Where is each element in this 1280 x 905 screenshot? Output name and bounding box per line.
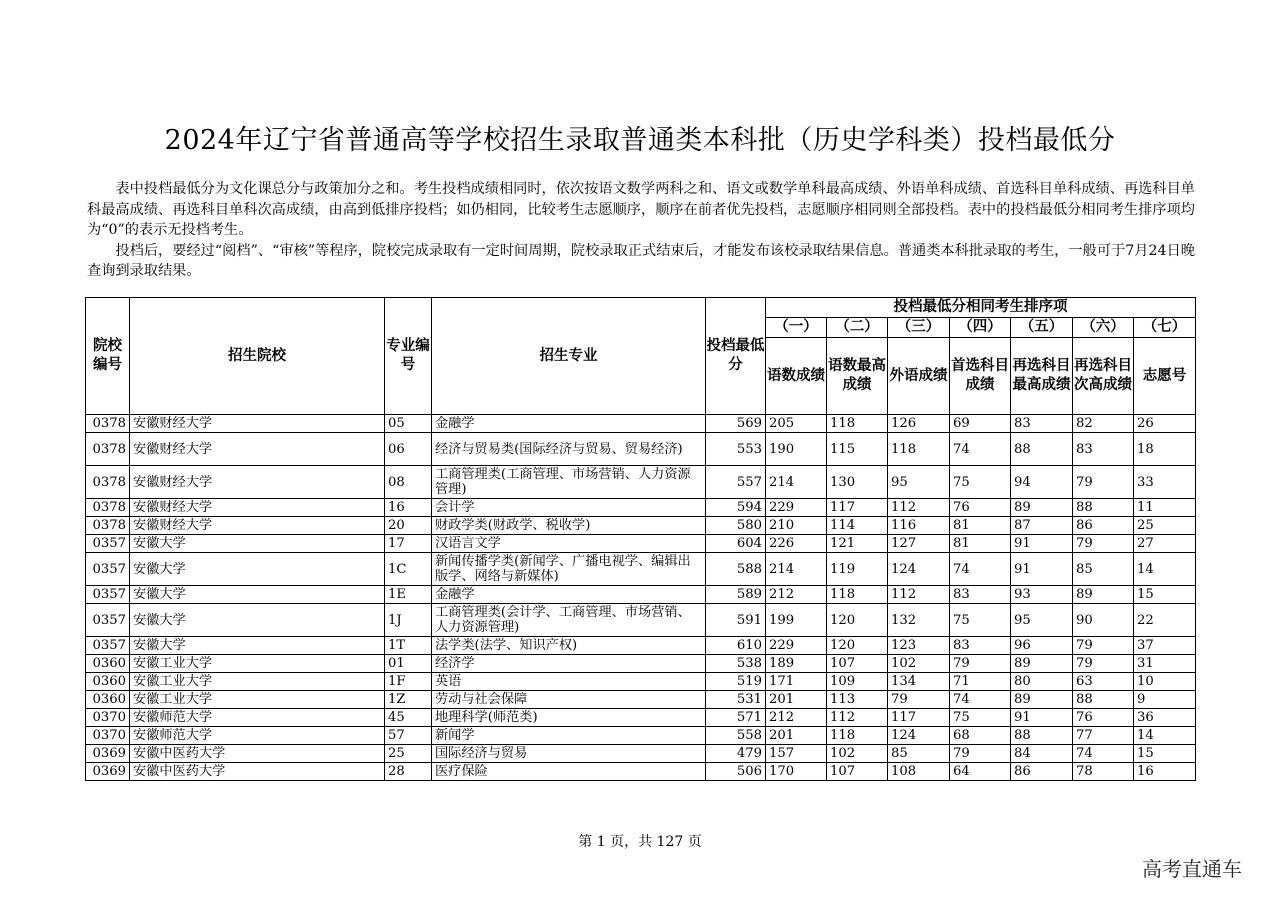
rank-item-cell: 84: [1011, 745, 1073, 763]
rank-item-cell: 118: [827, 415, 888, 433]
rank-item-cell: 123: [888, 637, 950, 655]
rank-item-cell: 112: [827, 709, 888, 727]
table-row: [86, 655, 1196, 673]
major-name-cell: 经济学: [432, 655, 706, 673]
rank-item-cell: 83: [950, 586, 1011, 604]
rank-item-cell: 89: [1011, 655, 1073, 673]
rank-item-cell: 116: [888, 517, 950, 535]
rank-item-cell: 79: [950, 655, 1011, 673]
rank-item-cell: 112: [888, 586, 950, 604]
header-major-code: 专业编号: [385, 298, 432, 415]
school-name-cell: 安徽大学: [130, 553, 385, 586]
school-name-cell: 安徽师范大学: [130, 727, 385, 745]
header-sub: 再选科目次高成绩: [1073, 338, 1134, 415]
major-name-cell: 国际经济与贸易: [432, 745, 706, 763]
rank-item-cell: 95: [888, 466, 950, 499]
school-name-cell: 安徽大学: [130, 586, 385, 604]
major-code-cell: 16: [385, 499, 432, 517]
school-name-cell: 安徽大学: [130, 604, 385, 637]
major-code-cell: 08: [385, 466, 432, 499]
major-code-cell: 28: [385, 763, 432, 781]
header-group: 投档最低分相同考生排序项: [766, 298, 1196, 318]
major-code-cell: 1E: [385, 586, 432, 604]
min-score-cell: 553: [706, 433, 766, 466]
school-code-cell: 0360: [86, 691, 130, 709]
rank-item-cell: 115: [827, 433, 888, 466]
school-code-cell: 0369: [86, 763, 130, 781]
rank-item-cell: 190: [766, 433, 827, 466]
major-name-cell: 新闻学: [432, 727, 706, 745]
table-row: [86, 604, 1196, 637]
rank-item-cell: 89: [1073, 586, 1134, 604]
table-row: [86, 763, 1196, 781]
rank-item-cell: 88: [1073, 499, 1134, 517]
rank-item-cell: 87: [1011, 517, 1073, 535]
rank-item-cell: 118: [827, 727, 888, 745]
note-paragraph-1: 表中投档最低分为文化课总分与政策加分之和。考生投档成绩相同时，依次按语文数学两科之和、语文或数学单科最高成绩、外语单科成绩、首选科目单科成绩、再选科目单科最高成绩、再选科目单科次高成绩，由高到低排序投档；如仍相同，比较考生志愿顺序，顺序在前者优先投档，志愿顺序相同则全部投档。表中的投档最低分相同考生排序项均为“0”的表示无投档考生。: [87, 181, 1195, 238]
table-body: [86, 415, 1196, 781]
major-name-cell: 经济与贸易类(国际经济与贸易、贸易经济): [432, 433, 706, 466]
min-score-cell: 571: [706, 709, 766, 727]
page-title: 2024年辽宁省普通高等学校招生录取普通类本科批（历史学科类）投档最低分: [164, 125, 1116, 156]
header-sub: 首选科目成绩: [950, 338, 1011, 415]
rank-item-cell: 78: [1073, 763, 1134, 781]
rank-item-cell: 85: [888, 745, 950, 763]
rank-item-cell: 83: [1011, 415, 1073, 433]
major-code-cell: 25: [385, 745, 432, 763]
table-row: [86, 673, 1196, 691]
school-code-cell: 0357: [86, 553, 130, 586]
school-code-cell: 0378: [86, 466, 130, 499]
rank-item-cell: 102: [888, 655, 950, 673]
school-code-cell: 0357: [86, 586, 130, 604]
rank-item-cell: 64: [950, 763, 1011, 781]
min-score-cell: 610: [706, 637, 766, 655]
table-row: [86, 553, 1196, 586]
school-name-cell: 安徽财经大学: [130, 466, 385, 499]
major-name-cell: 工商管理类(会计学、工商管理、市场营销、人力资源管理): [432, 604, 706, 637]
school-name-cell: 安徽师范大学: [130, 709, 385, 727]
rank-item-cell: 81: [950, 535, 1011, 553]
rank-item-cell: 109: [827, 673, 888, 691]
rank-item-cell: 91: [1011, 535, 1073, 553]
rank-item-cell: 76: [950, 499, 1011, 517]
school-code-cell: 0370: [86, 709, 130, 727]
rank-item-cell: 91: [1011, 709, 1073, 727]
rank-item-cell: 14: [1134, 553, 1196, 586]
min-score-cell: 531: [706, 691, 766, 709]
table-row: [86, 691, 1196, 709]
header-num: （一）: [766, 318, 827, 338]
min-score-cell: 519: [706, 673, 766, 691]
header-min-score: 投档最低分: [706, 298, 766, 415]
major-name-cell: 医疗保险: [432, 763, 706, 781]
min-score-cell: 591: [706, 604, 766, 637]
table-row: [86, 415, 1196, 433]
school-name-cell: 安徽财经大学: [130, 499, 385, 517]
rank-item-cell: 16: [1134, 763, 1196, 781]
table-row: [86, 499, 1196, 517]
rank-item-cell: 132: [888, 604, 950, 637]
min-score-cell: 506: [706, 763, 766, 781]
min-score-cell: 580: [706, 517, 766, 535]
major-code-cell: 17: [385, 535, 432, 553]
header-sub: 语数最高成绩: [827, 338, 888, 415]
min-score-cell: 569: [706, 415, 766, 433]
rank-item-cell: 113: [827, 691, 888, 709]
rank-item-cell: 77: [1073, 727, 1134, 745]
rank-item-cell: 27: [1134, 535, 1196, 553]
table-row: [86, 535, 1196, 553]
rank-item-cell: 226: [766, 535, 827, 553]
min-score-cell: 479: [706, 745, 766, 763]
header-sub: 语数成绩: [766, 338, 827, 415]
header-num: （六）: [1073, 318, 1134, 338]
rank-item-cell: 79: [888, 691, 950, 709]
rank-item-cell: 25: [1134, 517, 1196, 535]
major-name-cell: 汉语言文学: [432, 535, 706, 553]
rank-item-cell: 11: [1134, 499, 1196, 517]
rank-item-cell: 117: [888, 709, 950, 727]
major-code-cell: 1C: [385, 553, 432, 586]
rank-item-cell: 118: [888, 433, 950, 466]
school-name-cell: 安徽中医药大学: [130, 745, 385, 763]
rank-item-cell: 86: [1073, 517, 1134, 535]
rank-item-cell: 9: [1134, 691, 1196, 709]
rank-item-cell: 83: [1073, 433, 1134, 466]
school-code-cell: 0378: [86, 517, 130, 535]
school-code-cell: 0357: [86, 637, 130, 655]
min-score-cell: 594: [706, 499, 766, 517]
table-row: [86, 727, 1196, 745]
major-code-cell: 06: [385, 433, 432, 466]
rank-item-cell: 93: [1011, 586, 1073, 604]
rank-item-cell: 229: [766, 637, 827, 655]
rank-item-cell: 124: [888, 553, 950, 586]
rank-item-cell: 114: [827, 517, 888, 535]
watermark: 高考直通车: [1142, 857, 1242, 881]
rank-item-cell: 88: [1011, 727, 1073, 745]
rank-item-cell: 95: [1011, 604, 1073, 637]
rank-item-cell: 18: [1134, 433, 1196, 466]
school-name-cell: 安徽财经大学: [130, 415, 385, 433]
rank-item-cell: 170: [766, 763, 827, 781]
rank-item-cell: 10: [1134, 673, 1196, 691]
rank-item-cell: 74: [950, 553, 1011, 586]
rank-item-cell: 15: [1134, 586, 1196, 604]
rank-item-cell: 85: [1073, 553, 1134, 586]
school-code-cell: 0370: [86, 727, 130, 745]
rank-item-cell: 88: [1011, 433, 1073, 466]
rank-item-cell: 126: [888, 415, 950, 433]
major-name-cell: 工商管理类(工商管理、市场营销、人力资源管理): [432, 466, 706, 499]
major-name-cell: 金融学: [432, 415, 706, 433]
rank-item-cell: 214: [766, 553, 827, 586]
rank-item-cell: 212: [766, 586, 827, 604]
school-code-cell: 0360: [86, 655, 130, 673]
school-name-cell: 安徽中医药大学: [130, 763, 385, 781]
rank-item-cell: 76: [1073, 709, 1134, 727]
rank-item-cell: 69: [950, 415, 1011, 433]
header-num: （五）: [1011, 318, 1073, 338]
rank-item-cell: 201: [766, 691, 827, 709]
rank-item-cell: 210: [766, 517, 827, 535]
rank-item-cell: 205: [766, 415, 827, 433]
page-footer: 第 1 页，共 127 页: [578, 834, 702, 850]
school-name-cell: 安徽工业大学: [130, 655, 385, 673]
header-num: （七）: [1134, 318, 1196, 338]
major-name-cell: 财政学类(财政学、税收学): [432, 517, 706, 535]
rank-item-cell: 171: [766, 673, 827, 691]
major-code-cell: 20: [385, 517, 432, 535]
rank-item-cell: 157: [766, 745, 827, 763]
rank-item-cell: 102: [827, 745, 888, 763]
min-score-cell: 557: [706, 466, 766, 499]
header-school-code: 院校编号: [86, 298, 130, 415]
rank-item-cell: 81: [950, 517, 1011, 535]
rank-item-cell: 80: [1011, 673, 1073, 691]
major-code-cell: 01: [385, 655, 432, 673]
header-sub: 外语成绩: [888, 338, 950, 415]
notes: [87, 179, 1195, 282]
rank-item-cell: 22: [1134, 604, 1196, 637]
rank-item-cell: 229: [766, 499, 827, 517]
major-code-cell: 05: [385, 415, 432, 433]
min-score-cell: 558: [706, 727, 766, 745]
rank-item-cell: 31: [1134, 655, 1196, 673]
rank-item-cell: 96: [1011, 637, 1073, 655]
rank-item-cell: 89: [1011, 691, 1073, 709]
school-name-cell: 安徽财经大学: [130, 433, 385, 466]
major-name-cell: 法学类(法学、知识产权): [432, 637, 706, 655]
rank-item-cell: 33: [1134, 466, 1196, 499]
table-row: [86, 466, 1196, 499]
rank-item-cell: 14: [1134, 727, 1196, 745]
rank-item-cell: 63: [1073, 673, 1134, 691]
header-num: （四）: [950, 318, 1011, 338]
min-score-cell: 604: [706, 535, 766, 553]
rank-item-cell: 88: [1073, 691, 1134, 709]
rank-item-cell: 201: [766, 727, 827, 745]
min-score-cell: 588: [706, 553, 766, 586]
rank-item-cell: 74: [950, 433, 1011, 466]
score-table: [85, 297, 1196, 781]
rank-item-cell: 83: [950, 637, 1011, 655]
rank-item-cell: 79: [950, 745, 1011, 763]
major-name-cell: 地理科学(师范类): [432, 709, 706, 727]
table-row: [86, 433, 1196, 466]
major-name-cell: 金融学: [432, 586, 706, 604]
rank-item-cell: 79: [1073, 466, 1134, 499]
rank-item-cell: 74: [1073, 745, 1134, 763]
header-sub: 志愿号: [1134, 338, 1196, 415]
school-code-cell: 0378: [86, 433, 130, 466]
rank-item-cell: 117: [827, 499, 888, 517]
major-name-cell: 新闻传播学类(新闻学、广播电视学、编辑出版学、网络与新媒体): [432, 553, 706, 586]
school-name-cell: 安徽工业大学: [130, 691, 385, 709]
header-num: （三）: [888, 318, 950, 338]
major-name-cell: 会计学: [432, 499, 706, 517]
rank-item-cell: 75: [950, 709, 1011, 727]
header-school-name: 招生院校: [130, 298, 385, 415]
note-paragraph-2: 投档后，要经过“阅档”、“审核”等程序，院校完成录取有一定时间周期，院校录取正式结束后，才能发布该校录取结果信息。普通类本科批录取的考生，一般可于7月24日晚查询到录取结果。: [87, 242, 1195, 279]
school-code-cell: 0378: [86, 415, 130, 433]
rank-item-cell: 130: [827, 466, 888, 499]
school-name-cell: 安徽大学: [130, 535, 385, 553]
header-num: （二）: [827, 318, 888, 338]
major-code-cell: 1F: [385, 673, 432, 691]
min-score-cell: 538: [706, 655, 766, 673]
school-code-cell: 0360: [86, 673, 130, 691]
rank-item-cell: 212: [766, 709, 827, 727]
major-name-cell: 劳动与社会保障: [432, 691, 706, 709]
major-code-cell: 1Z: [385, 691, 432, 709]
major-code-cell: 45: [385, 709, 432, 727]
rank-item-cell: 124: [888, 727, 950, 745]
rank-item-cell: 71: [950, 673, 1011, 691]
rank-item-cell: 15: [1134, 745, 1196, 763]
header-sub: 再选科目最高成绩: [1011, 338, 1073, 415]
rank-item-cell: 121: [827, 535, 888, 553]
rank-item-cell: 68: [950, 727, 1011, 745]
rank-item-cell: 94: [1011, 466, 1073, 499]
rank-item-cell: 36: [1134, 709, 1196, 727]
school-name-cell: 安徽大学: [130, 637, 385, 655]
rank-item-cell: 214: [766, 466, 827, 499]
rank-item-cell: 120: [827, 604, 888, 637]
school-code-cell: 0378: [86, 499, 130, 517]
rank-item-cell: 82: [1073, 415, 1134, 433]
rank-item-cell: 79: [1073, 655, 1134, 673]
table-row: [86, 637, 1196, 655]
rank-item-cell: 37: [1134, 637, 1196, 655]
rank-item-cell: 112: [888, 499, 950, 517]
min-score-cell: 589: [706, 586, 766, 604]
table-row: [86, 586, 1196, 604]
rank-item-cell: 189: [766, 655, 827, 673]
rank-item-cell: 75: [950, 604, 1011, 637]
rank-item-cell: 199: [766, 604, 827, 637]
header-major-name: 招生专业: [432, 298, 706, 415]
rank-item-cell: 26: [1134, 415, 1196, 433]
major-code-cell: 1J: [385, 604, 432, 637]
rank-item-cell: 79: [1073, 637, 1134, 655]
rank-item-cell: 86: [1011, 763, 1073, 781]
rank-item-cell: 108: [888, 763, 950, 781]
table-row: [86, 709, 1196, 727]
major-code-cell: 57: [385, 727, 432, 745]
school-code-cell: 0357: [86, 604, 130, 637]
rank-item-cell: 90: [1073, 604, 1134, 637]
school-code-cell: 0369: [86, 745, 130, 763]
major-code-cell: 1T: [385, 637, 432, 655]
rank-item-cell: 75: [950, 466, 1011, 499]
major-name-cell: 英语: [432, 673, 706, 691]
table-row: [86, 745, 1196, 763]
rank-item-cell: 107: [827, 655, 888, 673]
rank-item-cell: 91: [1011, 553, 1073, 586]
rank-item-cell: 118: [827, 586, 888, 604]
school-code-cell: 0357: [86, 535, 130, 553]
school-name-cell: 安徽财经大学: [130, 517, 385, 535]
rank-item-cell: 134: [888, 673, 950, 691]
rank-item-cell: 74: [950, 691, 1011, 709]
rank-item-cell: 120: [827, 637, 888, 655]
table-row: [86, 517, 1196, 535]
rank-item-cell: 107: [827, 763, 888, 781]
rank-item-cell: 127: [888, 535, 950, 553]
rank-item-cell: 89: [1011, 499, 1073, 517]
rank-item-cell: 79: [1073, 535, 1134, 553]
school-name-cell: 安徽工业大学: [130, 673, 385, 691]
rank-item-cell: 119: [827, 553, 888, 586]
